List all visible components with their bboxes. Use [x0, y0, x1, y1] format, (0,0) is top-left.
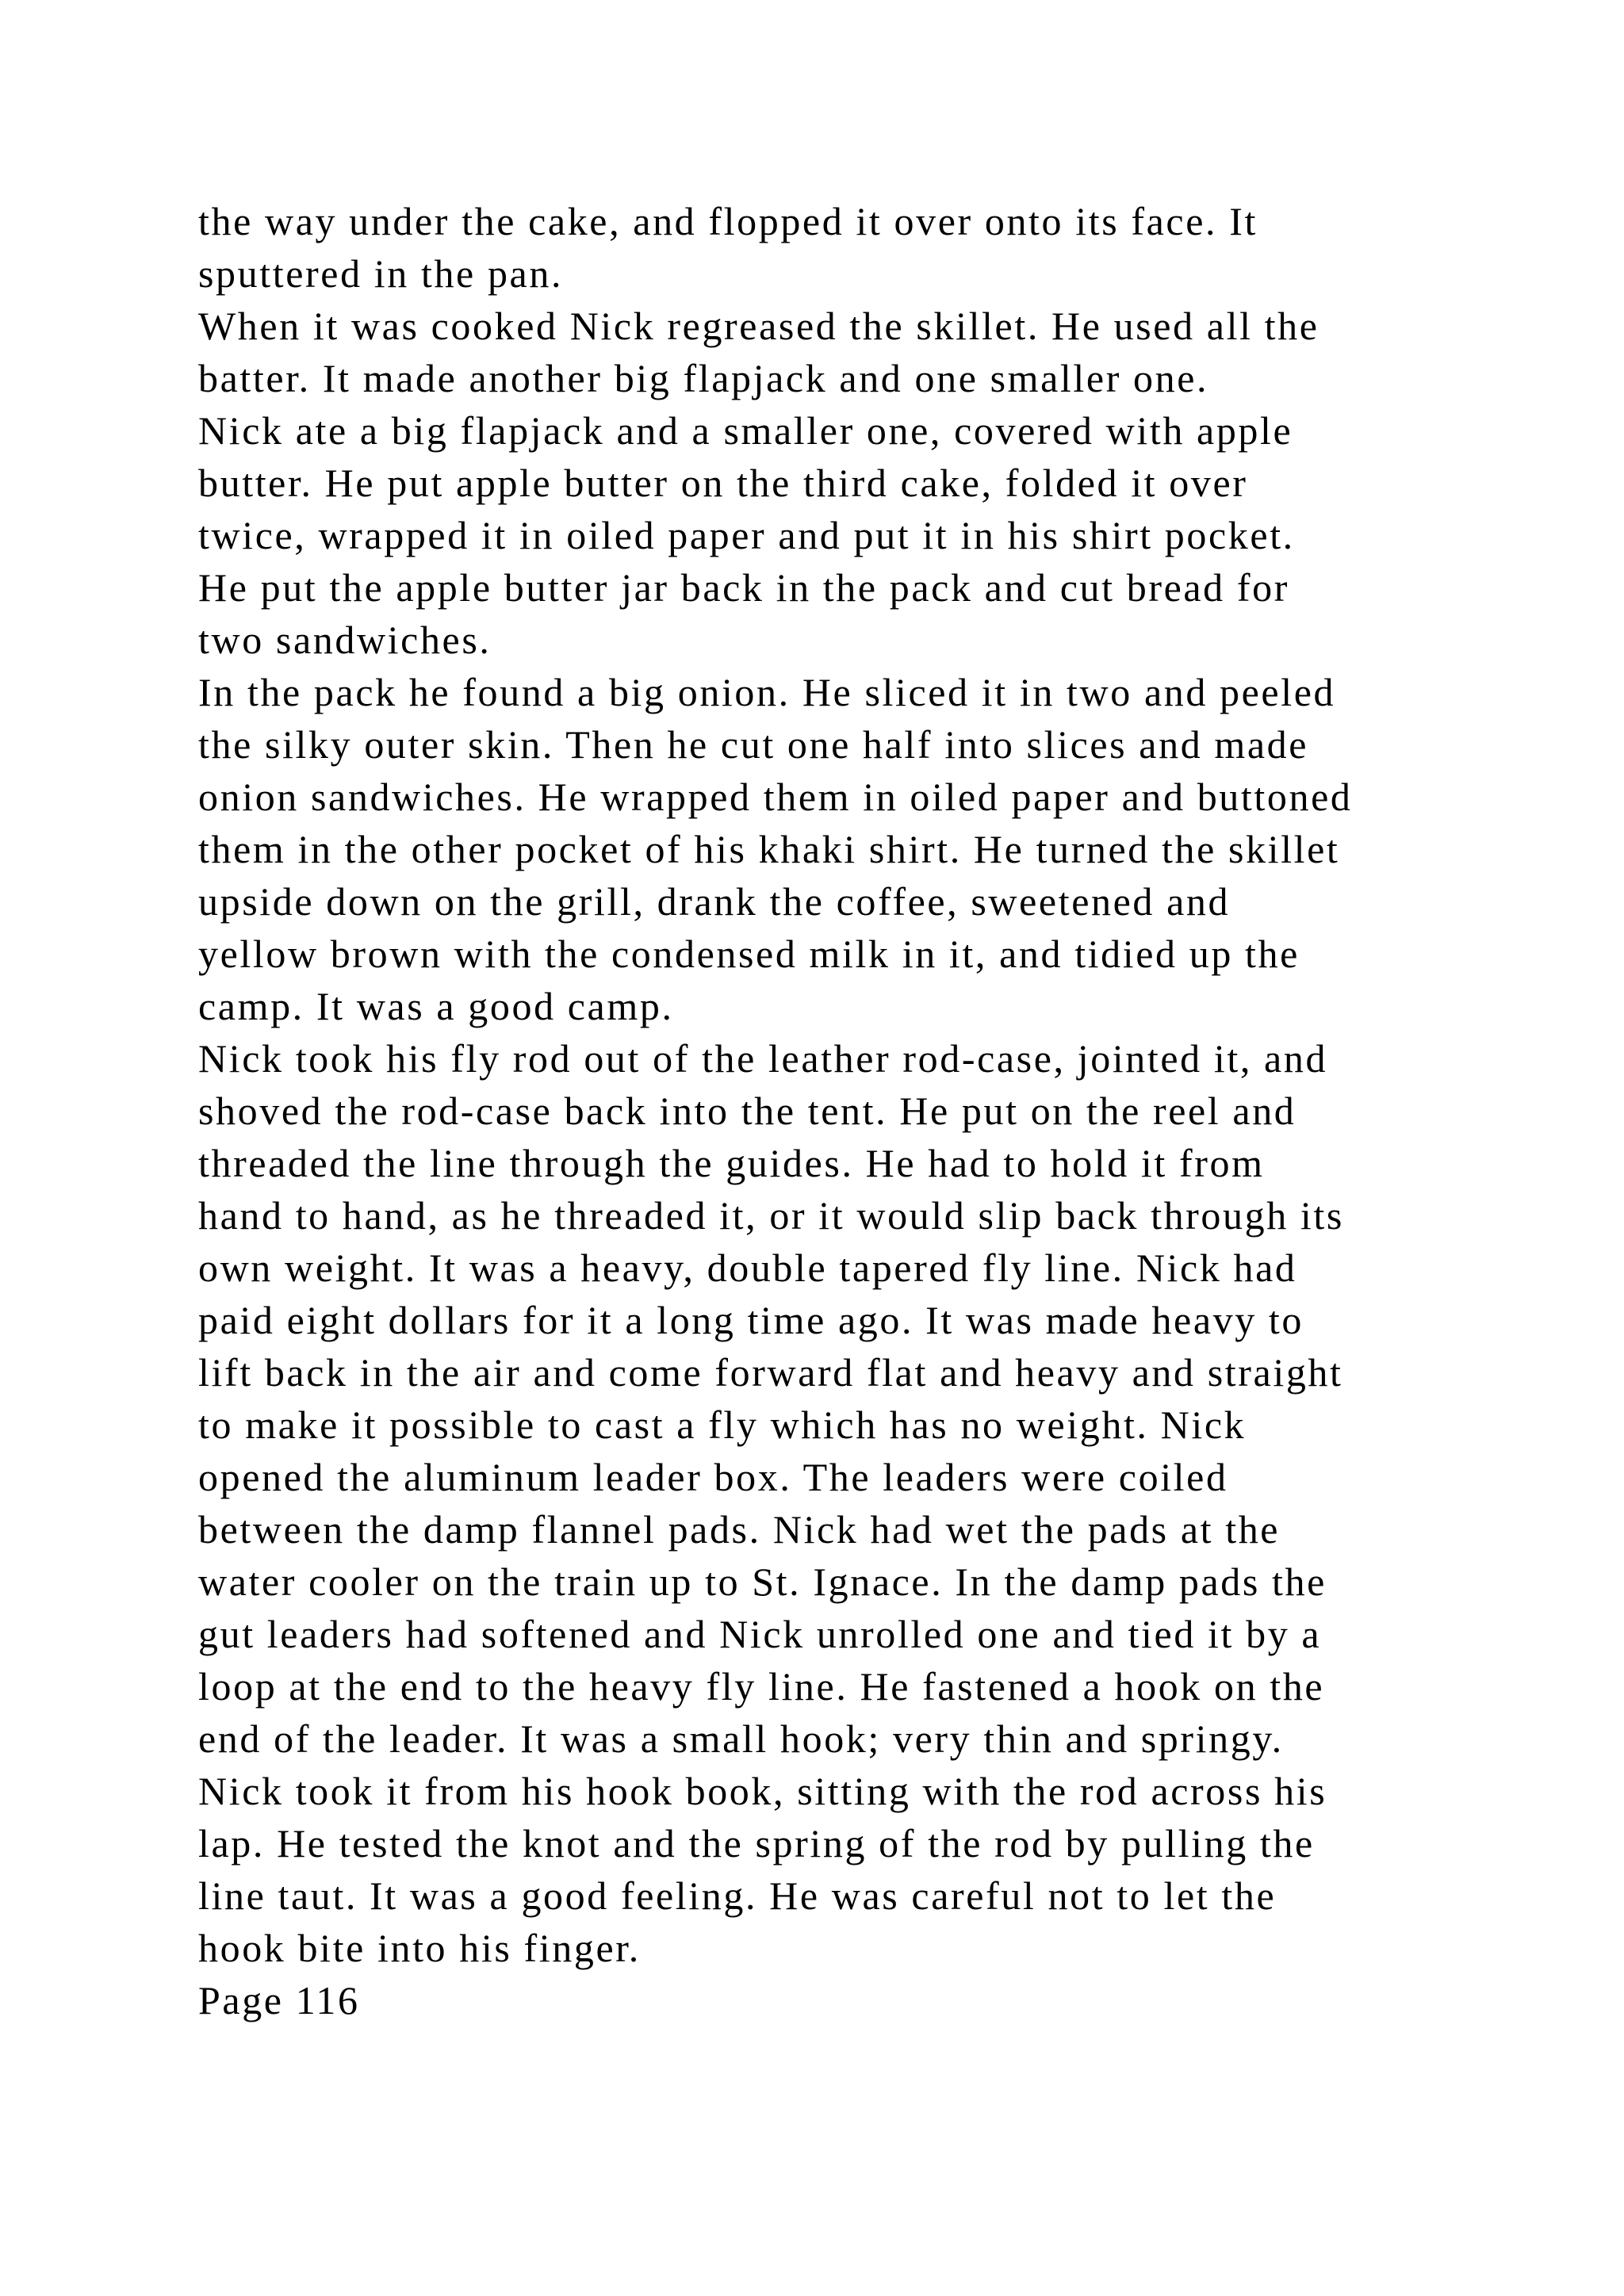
- text-line: line taut. It was a good feeling. He was careful not to let the: [198, 1873, 1277, 1918]
- text-line: water cooler on the train up to St. Ignace. In the damp pads the: [198, 1559, 1327, 1604]
- text-line: In the pack he found a big onion. He sliced it in two and peeled: [198, 670, 1336, 714]
- text-line: batter. It made another big flapjack and one smaller one.: [198, 356, 1209, 400]
- text-line: paid eight dollars for it a long time ago. It was made heavy to: [198, 1298, 1304, 1342]
- text-line: yellow brown with the condensed milk in it, and tidied up the: [198, 932, 1300, 976]
- text-line: the silky outer skin. Then he cut one half into slices and made: [198, 722, 1309, 767]
- text-line: opened the aluminum leader box. The leaders were coiled: [198, 1455, 1228, 1499]
- text-line: the way under the cake, and flopped it over onto its face. It: [198, 199, 1258, 243]
- text-line: butter. He put apple butter on the third cake, folded it over: [198, 461, 1248, 505]
- text-line: lift back in the air and come forward flat and heavy and straight: [198, 1350, 1343, 1395]
- text-line: own weight. It was a heavy, double tapered fly line. Nick had: [198, 1246, 1297, 1290]
- text-line: lap. He tested the knot and the spring of the rod by pulling the: [198, 1821, 1315, 1866]
- text-line: sputtered in the pan.: [198, 251, 564, 296]
- text-line: them in the other pocket of his khaki shirt. He turned the skillet: [198, 827, 1340, 871]
- text-line: When it was cooked Nick regreased the skillet. He used all the: [198, 304, 1320, 348]
- text-line: between the damp flannel pads. Nick had wet the pads at the: [198, 1507, 1281, 1552]
- text-line: He put the apple butter jar back in the pack and cut bread for: [198, 565, 1289, 610]
- text-line: end of the leader. It was a small hook; very thin and springy.: [198, 1716, 1284, 1761]
- text-line: Nick took it from his hook book, sitting with the rod across his: [198, 1769, 1327, 1813]
- text-line: camp. It was a good camp.: [198, 984, 674, 1028]
- text-line: to make it possible to cast a fly which has no weight. Nick: [198, 1402, 1247, 1447]
- page-number: Page 116: [198, 1978, 360, 2022]
- text-line: upside down on the grill, drank the coffee, sweetened and: [198, 879, 1231, 924]
- body-text: [198, 195, 1467, 2026]
- text-line: shoved the rod-case back into the tent. He put on the reel and: [198, 1089, 1297, 1133]
- text-line: gut leaders had softened and Nick unrolled one and tied it by a: [198, 1612, 1322, 1656]
- text-line: Nick ate a big flapjack and a smaller one, covered with apple: [198, 408, 1293, 453]
- text-line: onion sandwiches. He wrapped them in oiled paper and buttoned: [198, 775, 1353, 819]
- text-line: hook bite into his finger.: [198, 1926, 641, 1970]
- text-line: Nick took his fly rod out of the leather rod-case, jointed it, and: [198, 1036, 1328, 1081]
- text-line: twice, wrapped it in oiled paper and put it in his shirt pocket.: [198, 513, 1295, 557]
- text-line: threaded the line through the guides. He had to hold it from: [198, 1141, 1265, 1185]
- text-line: loop at the end to the heavy fly line. He fastened a hook on the: [198, 1664, 1325, 1709]
- text-line: hand to hand, as he threaded it, or it would slip back through its: [198, 1193, 1344, 1238]
- text-line: two sandwiches.: [198, 618, 492, 662]
